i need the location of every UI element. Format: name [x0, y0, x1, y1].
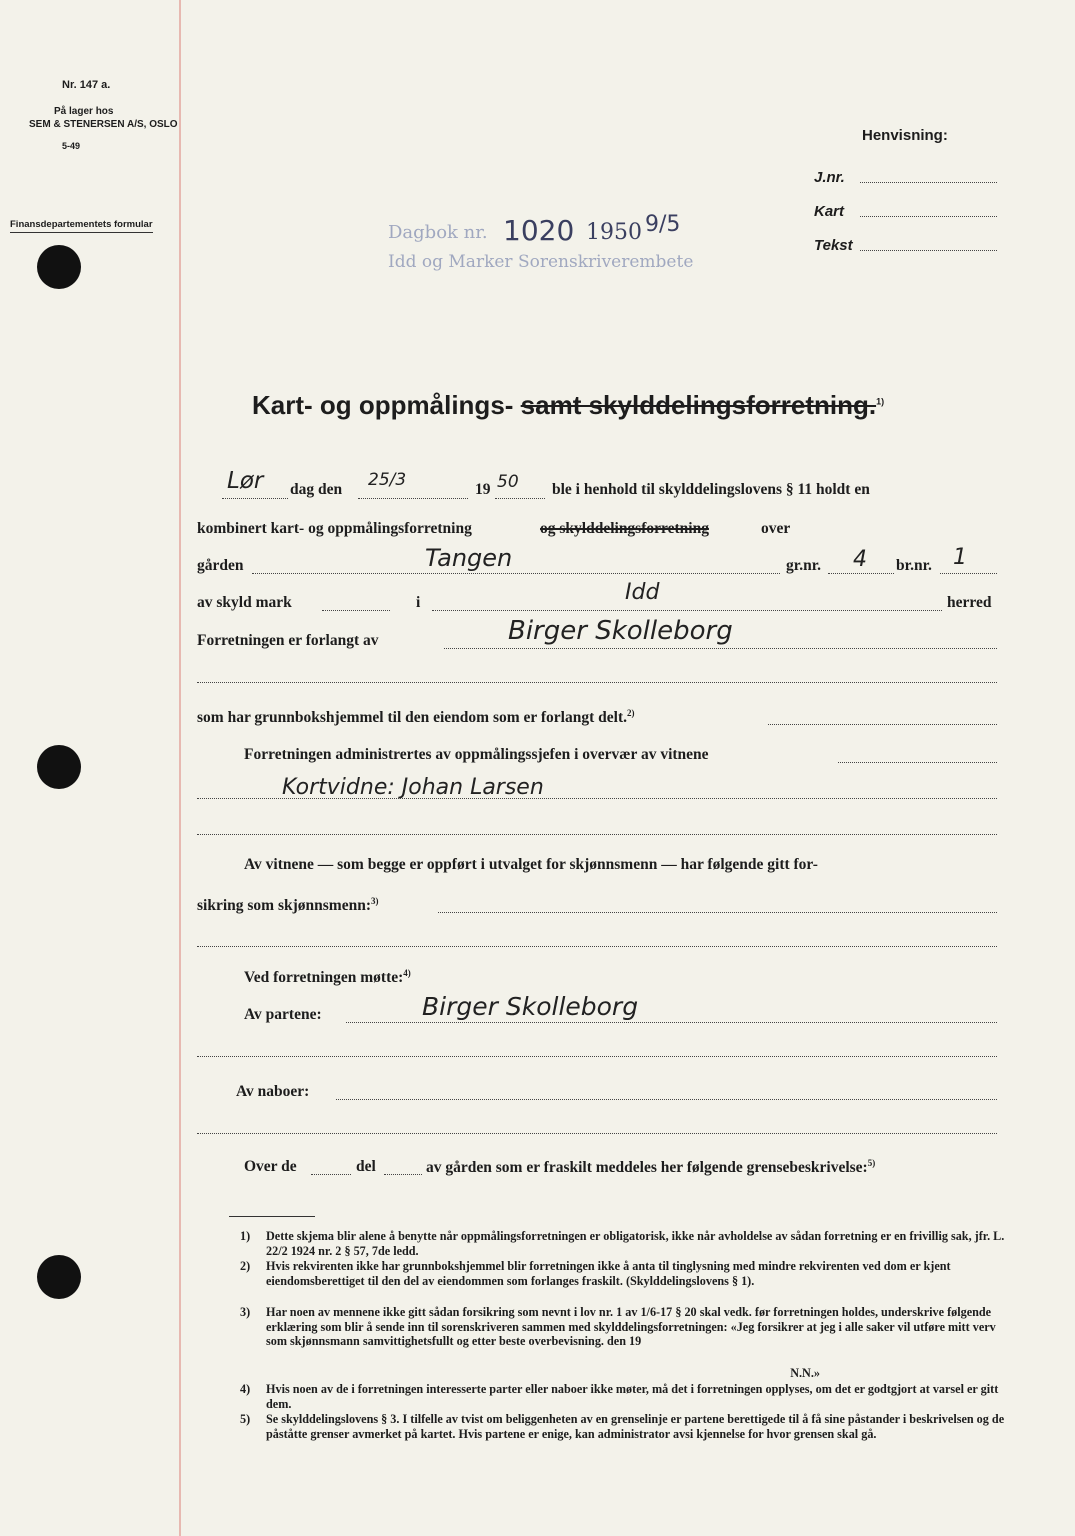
footnote-3 — [240, 1305, 1010, 1349]
footnote-rule — [229, 1216, 315, 1217]
line2-b: over — [761, 520, 791, 537]
tekst-label: Tekst — [814, 237, 853, 254]
grnr-field — [828, 573, 894, 574]
over-rest-content: av gården som er fraskilt meddeles her følgende grensebeskrivelse: — [426, 1159, 868, 1177]
line2-a: kombinert kart- og oppmålingsforretning — [197, 520, 472, 537]
year-field — [495, 498, 545, 499]
footnote-signature: N.N.» — [790, 1366, 820, 1380]
grunnbok-text — [197, 708, 634, 727]
weekday-field — [222, 498, 288, 499]
punch-hole — [37, 245, 81, 289]
footnote-mark: 1) — [240, 1229, 251, 1243]
footnote-5 — [240, 1412, 1010, 1441]
partene-field — [346, 1022, 997, 1023]
vitne-line — [197, 798, 997, 799]
stamp-dagbok-prefix: Dagbok nr. — [388, 222, 488, 243]
herred-label: herred — [947, 594, 992, 611]
title-footnote-mark: 1) — [876, 396, 885, 407]
brnr-field — [940, 573, 997, 574]
jnr-label: J.nr. — [814, 169, 845, 186]
hand-brnr: 1 — [953, 545, 967, 570]
del-label: del — [356, 1158, 376, 1175]
footnote-text: Se skylddelingslovens § 3. I tilfelle av tvist om beliggenheten av en grenselinje er partene berettigede til å få sine påstander i beskrivelsen og de påståtte grenser avmerket på kartet. Hvis partene er enige, kan administrator avsi kjennelse for hvor grensen skal gå. — [266, 1412, 1005, 1441]
footnote-1 — [240, 1229, 1010, 1258]
herred-field — [432, 610, 942, 611]
hand-date: 25/3 — [368, 470, 407, 490]
reference-title: Henvisning: — [862, 127, 948, 144]
footnote-mark: 2) — [240, 1259, 251, 1273]
garden-field — [252, 573, 780, 574]
footnote-4 — [240, 1382, 1010, 1411]
footnote-text: Har noen av mennene ikke gitt sådan forsikring som nevnt i lov nr. 1 av 1/6-17 § 20 skal vedk. før forretningen holdes, underskrive følgende erklæring som blir å sende inn til sorenskriveren sammen med skylddelingsforretningen: «Jeg forsikrer at jeg i alle saker vil utføre mitt verv som skjønnsmann samvittighetsfullt og etter beste overbevisning. den 19 — [266, 1305, 996, 1349]
naboer-label: Av naboer: — [236, 1083, 310, 1100]
stamp-office: Idd og Marker Sorenskriverembete — [388, 252, 694, 272]
hand-herred: Idd — [625, 580, 660, 605]
admin-text: Forretningen administrertes av oppmålingssjefen i overvær av vitnene — [244, 746, 709, 763]
footnote-text: Dette skjema blir alene å benytte når oppmålingsforretningen er obligatorisk, ikke når avholdelse av sådan forretning er en frivillig sak, jfr. L. 22/2 1924 nr. 2 § 57, 7de ledd. — [266, 1229, 1005, 1258]
brnr-label: br.nr. — [896, 557, 932, 574]
skyld-field — [322, 610, 390, 611]
line1-rest: ble i henhold til skylddelingslovens § 11 holdt en — [552, 481, 870, 498]
stock-line1: På lager hos — [54, 106, 114, 117]
stamp-year: 1950 — [586, 220, 642, 245]
date-field — [358, 498, 468, 499]
dag-label: dag den — [290, 481, 343, 498]
footnote-2 — [240, 1259, 1010, 1288]
vitner-text1: Av vitnene — som begge er oppført i utvalget for skjønnsmenn — har følgende gitt for- — [244, 856, 818, 873]
stock-line2: SEM & STENERSEN A/S, OSLO — [29, 119, 178, 130]
over-rest — [426, 1158, 875, 1177]
footnote-mark: 3) — [240, 1305, 251, 1319]
hand-partene: Birger Skolleborg — [422, 992, 639, 1021]
garden-label: gården — [197, 557, 244, 574]
i-label: i — [416, 594, 421, 611]
grunnbok-mark: 2) — [626, 708, 635, 718]
punch-hole — [37, 1255, 81, 1299]
blank-line — [197, 682, 997, 683]
stamp-dagbok-number: 1020 — [503, 214, 575, 247]
punch-hole — [37, 745, 81, 789]
del-field — [384, 1174, 422, 1175]
blank-line — [197, 946, 997, 947]
stamp-date: 9/5 — [645, 212, 681, 237]
form-owner: Finansdepartementets formular — [10, 218, 153, 233]
hand-year: 50 — [497, 472, 519, 492]
kart-label: Kart — [814, 203, 845, 220]
forlangt-label: Forretningen er forlangt av — [197, 632, 379, 649]
forlangt-field — [444, 648, 997, 649]
blank-line — [197, 834, 997, 835]
vitner-mark: 3) — [371, 896, 379, 906]
over-de: Over de — [244, 1158, 297, 1175]
naboer-field — [336, 1099, 997, 1100]
blank-line — [197, 1056, 997, 1057]
vitner-text2-content: sikring som skjønnsmenn: — [197, 897, 371, 915]
hand-garden: Tangen — [425, 544, 513, 572]
footnote-3-signature — [0, 1366, 820, 1381]
title-part1: Kart- og oppmålings- — [252, 390, 514, 420]
blank-line — [197, 1133, 997, 1134]
document-title — [252, 390, 884, 421]
hand-grnr: 4 — [853, 547, 867, 572]
year-prefix: 19 — [475, 481, 491, 498]
grunnbok-text-content: som har grunnbokshjemmel til den eiendom som er forlangt delt. — [197, 709, 627, 727]
kart-field — [860, 216, 997, 217]
title-struck: samt skylddelingsforretning. — [520, 390, 877, 420]
hand-vitne: Kortvidne: Johan Larsen — [282, 775, 544, 800]
partene-label: Av partene: — [244, 1006, 322, 1023]
margin-line — [179, 0, 181, 1536]
hand-forlangt: Birger Skolleborg — [508, 616, 733, 646]
skyld-label: av skyld mark — [197, 594, 292, 611]
footnote-text: Hvis noen av de i forretningen interesserte parter eller naboer ikke møter, må det i forretningen opplyses, om det er godtgjort at varsel er gitt dem. — [266, 1382, 999, 1411]
motte-text — [244, 968, 411, 987]
over-de-field — [311, 1174, 351, 1175]
grnr-label: gr.nr. — [786, 557, 822, 574]
edition: 5-49 — [62, 141, 81, 151]
motte-mark: 4) — [403, 968, 411, 978]
grunnbok-field — [768, 724, 997, 725]
admin-field — [838, 762, 997, 763]
vitner-field — [438, 912, 997, 913]
form-number: Nr. 147 a. — [62, 79, 111, 91]
footnote-text: Hvis rekvirenten ikke har grunnbokshjemmel blir forretningen ikke å anta til tinglysning med mindre rekvirenten ved dom er kjent eiendomsberettiget til den del av eiendommen som forlanges fraskilt. (Skylddelingslovens § 1). — [266, 1259, 951, 1288]
vitner-text2 — [197, 896, 379, 915]
footnote-mark: 5) — [240, 1412, 251, 1426]
hand-weekday: Lør — [227, 468, 264, 494]
over-mark: 5) — [867, 1158, 876, 1168]
line2-struck: og skylddelingsforretning — [540, 520, 709, 537]
jnr-field — [860, 182, 997, 183]
tekst-field — [860, 250, 997, 251]
motte-text-content: Ved forretningen møtte: — [244, 969, 404, 987]
footnote-mark: 4) — [240, 1382, 251, 1396]
